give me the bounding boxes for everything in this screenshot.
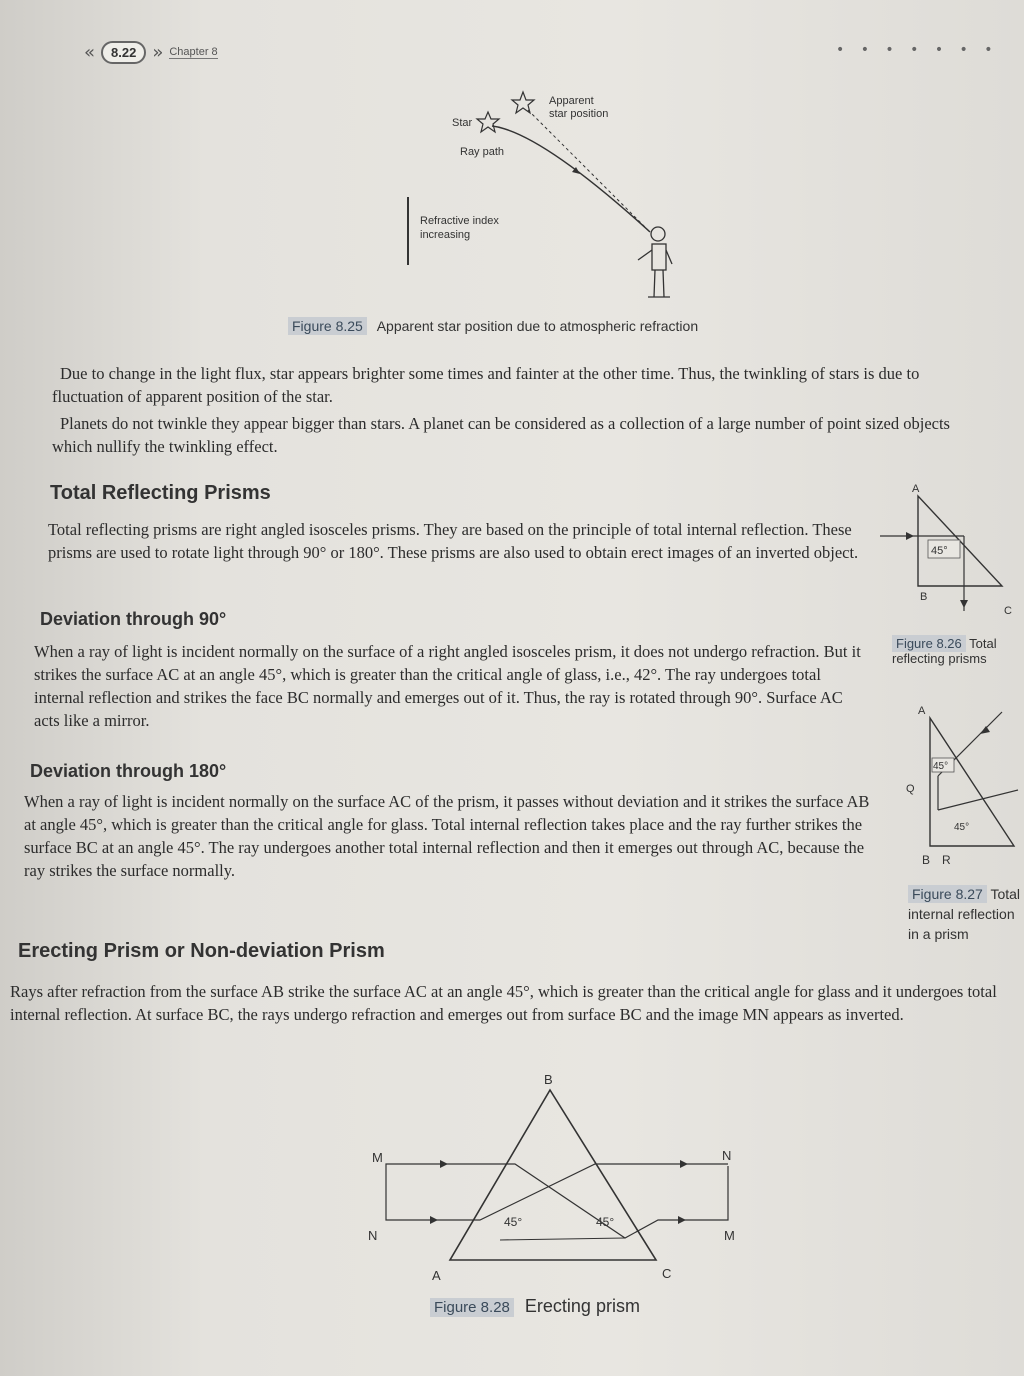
erecting-text: Rays after refraction from the surface AB strike the surface AC at an angle 45°, which is greater than the critical angle for glass and it undergoes total internal reflection. At surface BC, the rays undergo refraction and emerges out from surface BC and the image MN appears as inverted. xyxy=(10,982,997,1024)
vertex-a: A xyxy=(432,1268,441,1283)
figure-8-28-caption xyxy=(430,1296,640,1317)
label-n-right: N xyxy=(722,1148,732,1163)
arrowhead-icon xyxy=(680,1160,688,1168)
chevron-left-icon: « xyxy=(84,41,96,63)
deviation-180-text: When a ray of light is incident normally on the surface AC of the prism, it passes without deviation and it strikes the surface AB at angle 45°, which is greater than the critical angle for glass. Total internal reflection takes place and the ray further strikes the surface BC at an angle 45°. The ray undergoes another total internal reflection and then it emerges out through AC, because the ray strikes the surface normally. xyxy=(24,792,870,880)
twinkle-paragraph-1: Due to change in the light flux, star appears brighter some times and fainter at the other time. Thus, the twinkling of stars is due to fluctuation of apparent position of the star. xyxy=(52,364,920,406)
figure-8-25-diagram xyxy=(400,82,700,312)
arrowhead-icon xyxy=(980,726,990,734)
ray-m xyxy=(386,1164,728,1238)
angle-label: 45° xyxy=(931,545,948,557)
prism-triangle xyxy=(450,1090,656,1260)
chapter-label: Chapter 8 xyxy=(169,45,218,58)
figure-8-26-diagram xyxy=(876,476,1024,626)
refractive-label-1: Refractive index xyxy=(420,215,499,227)
page-header xyxy=(84,38,218,66)
vertex-b: B xyxy=(922,853,931,867)
star-label: Star xyxy=(452,117,473,129)
figure-8-27-diagram xyxy=(898,700,1024,870)
internal-ray-2 xyxy=(938,790,1018,810)
label-m-right: M xyxy=(724,1228,735,1243)
angle-label-2: 45° xyxy=(954,822,970,833)
deviation-90-text: When a ray of light is incident normally on the surface of a right angled isosceles prism, it does not undergo refraction. But it strikes the surface AC at an angle 45°, which is greater than the critical angle of glass, i.e., 42°. The ray undergoes total internal reflection and strikes the face BC normally and emerges out of it. Thus, the ray is rotated through 90°. Surface AC acts like a mirror. xyxy=(34,642,861,730)
vertex-b: B xyxy=(544,1072,553,1087)
figure-8-26-caption xyxy=(892,636,997,666)
figure-8-25-caption xyxy=(288,318,698,334)
section-heading: Total Reflecting Prisms xyxy=(50,482,271,504)
vertex-b: B xyxy=(920,591,928,603)
angle-label-1: 45° xyxy=(504,1215,523,1229)
figure-caption: Erecting prism xyxy=(524,1296,640,1316)
ray-path-line xyxy=(492,126,650,232)
arrowhead-icon xyxy=(678,1216,686,1224)
apparent-star-icon xyxy=(512,92,534,113)
vertex-r: R xyxy=(942,853,951,867)
vertex-a: A xyxy=(912,483,920,495)
star-icon xyxy=(477,112,499,132)
vertex-q: Q xyxy=(906,783,915,795)
observer-figure xyxy=(638,227,672,297)
figure-caption: internal reflection xyxy=(908,906,1015,922)
label-m-left: M xyxy=(372,1150,383,1165)
apparent-line xyxy=(528,110,650,232)
arrowhead-icon xyxy=(906,532,914,540)
figure-tag: Figure 8.27 xyxy=(908,885,987,903)
figure-caption: Total xyxy=(969,636,997,651)
total-reflecting-text: Total reflecting prisms are right angled isosceles prisms. They are based on the principle of total internal reflection. These prisms are used to rotate light through 90° or 180°. These prisms are also used to obtain erect images of an inverted object. xyxy=(48,520,859,562)
subsection-heading: Deviation through 90° xyxy=(40,609,227,629)
subsection-heading: Deviation through 180° xyxy=(30,761,227,781)
ray-bottom xyxy=(500,1238,625,1240)
figure-caption: Total xyxy=(990,886,1021,902)
vertex-c: C xyxy=(1004,605,1012,617)
section-heading: Erecting Prism or Non-deviation Prism xyxy=(18,940,385,962)
arrowhead-icon xyxy=(430,1216,438,1224)
apparent-label: Apparent xyxy=(549,95,594,107)
refractive-label-2: increasing xyxy=(420,229,471,241)
apparent-label-2: star position xyxy=(549,108,609,120)
figure-tag: Figure 8.26 xyxy=(892,635,966,652)
figure-caption: Apparent star position due to atmospheric refraction xyxy=(376,318,699,334)
figure-tag: Figure 8.25 xyxy=(288,317,367,335)
ray-path-label: Ray path xyxy=(460,146,505,158)
angle-label-1: 45° xyxy=(933,761,949,772)
label-n-left: N xyxy=(368,1228,378,1243)
arrowhead-icon xyxy=(960,600,968,608)
prism-triangle xyxy=(930,718,1014,846)
chevron-right-icon: » xyxy=(152,41,164,63)
figure-caption: reflecting prisms xyxy=(892,651,987,666)
angle-label-2: 45° xyxy=(596,1215,615,1229)
arrowhead-icon xyxy=(440,1160,448,1168)
vertex-c: C xyxy=(662,1266,672,1281)
figure-8-28-diagram xyxy=(360,1070,760,1295)
vertex-a: A xyxy=(918,705,926,717)
twinkle-paragraph-2: Planets do not twinkle they appear bigger than stars. A planet can be considered as a collection of a large number of point sized objects which nullify the twinkling effect. xyxy=(52,414,950,456)
figure-caption: in a prism xyxy=(908,926,969,942)
figure-8-27-caption xyxy=(908,884,1024,944)
header-dots: • • • • • • • xyxy=(836,42,999,58)
figure-tag: Figure 8.28 xyxy=(430,1298,514,1317)
page-number: 8.22 xyxy=(101,41,146,64)
